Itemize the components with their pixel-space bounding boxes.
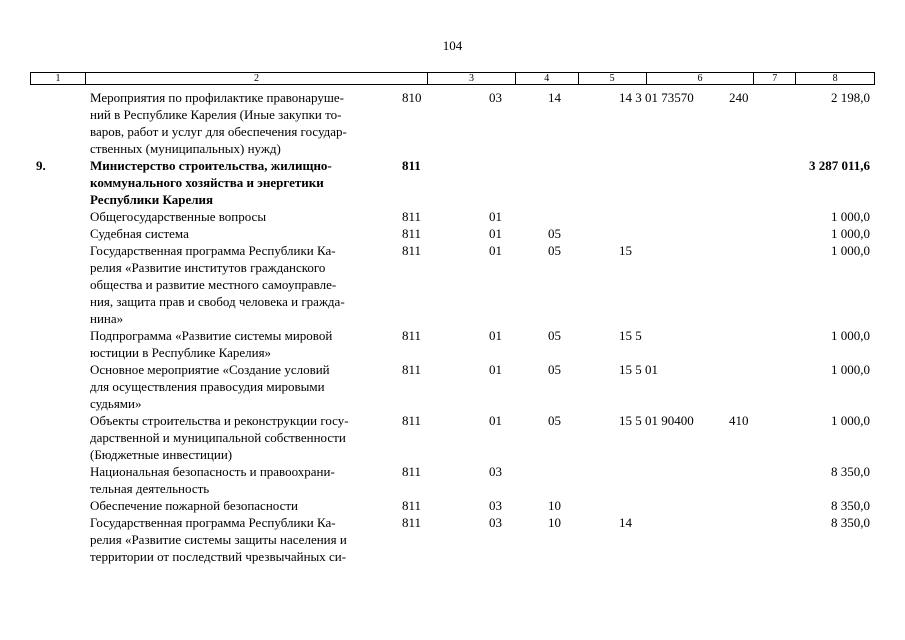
row-name-line: для осуществления правосудия мировыми <box>90 379 325 394</box>
cell-subsection: 05 <box>548 226 561 241</box>
table-row <box>0 225 905 242</box>
cell-section: 01 <box>489 209 502 224</box>
cell-section: 01 <box>489 362 502 377</box>
row-name-line: общества и развитие местного самоуправле- <box>90 277 337 292</box>
row-name <box>90 497 393 514</box>
cell-amount: 1 000,0 <box>831 243 870 258</box>
cell-grbs: 811 <box>402 158 421 173</box>
cell-expense-type: 240 <box>729 90 749 105</box>
table-row <box>0 208 905 225</box>
header-col-4: 4 <box>516 73 579 84</box>
row-name <box>90 208 393 225</box>
page-number: 104 <box>442 38 463 53</box>
cell-subsection: 10 <box>548 515 561 530</box>
cell-subsection: 05 <box>548 328 561 343</box>
row-name-line: Судебная система <box>90 226 189 241</box>
cell-grbs: 811 <box>402 328 422 343</box>
header-col-5: 5 <box>579 73 647 84</box>
row-name-line: релия «Развитие институтов гражданского <box>90 260 326 275</box>
row-name-line: коммунального хозяйства и энергетики <box>90 175 324 190</box>
row-name <box>90 327 393 361</box>
row-name-line: релия «Развитие системы защиты населения и <box>90 532 347 547</box>
cell-amount: 3 287 011,6 <box>808 158 870 173</box>
cell-section: 01 <box>489 226 502 241</box>
cell-grbs: 811 <box>402 209 422 224</box>
cell-amount: 1 000,0 <box>831 413 870 428</box>
row-name-line: Мероприятия по профилактике правонаруше- <box>90 90 344 105</box>
table-header-row <box>30 72 875 85</box>
cell-subsection: 14 <box>548 90 561 105</box>
cell-grbs: 811 <box>402 464 422 479</box>
row-name-line: Министерство строительства, жилищно- <box>90 158 332 173</box>
row-name-line: Государственная программа Республики Ка- <box>90 515 336 530</box>
table-row <box>0 89 905 157</box>
row-name <box>90 242 393 327</box>
cell-amount: 1 000,0 <box>831 226 870 241</box>
table-row <box>0 514 905 565</box>
row-name-line: Общегосударственные вопросы <box>90 209 267 224</box>
row-name-line: нина» <box>90 311 124 326</box>
table-row <box>0 463 905 497</box>
cell-grbs: 811 <box>402 226 422 241</box>
cell-section: 03 <box>489 464 502 479</box>
header-col-8: 8 <box>832 73 838 84</box>
cell-amount: 2 198,0 <box>831 90 870 105</box>
row-name-line: ний в Республике Карелия (Иные закупки то- <box>90 107 342 122</box>
row-name <box>90 157 393 208</box>
table-row <box>0 497 905 514</box>
table-row <box>0 242 905 327</box>
row-name-line: Обеспечение пожарной безопасности <box>90 498 299 513</box>
cell-grbs: 810 <box>402 90 422 105</box>
row-name-line: дарственной и муниципальной собственности <box>90 430 346 445</box>
row-name <box>90 463 393 497</box>
header-col-3: 3 <box>428 73 516 84</box>
cell-amount: 1 000,0 <box>831 209 870 224</box>
row-name-line: Объекты строительства и реконструкции госу- <box>90 413 349 428</box>
cell-section: 01 <box>489 413 502 428</box>
row-name-line: Национальная безопасность и правоохрани- <box>90 464 335 479</box>
row-name-line: Основное мероприятие «Создание условий <box>90 362 330 377</box>
cell-target-article: 14 3 01 73570 <box>619 90 694 105</box>
table-row <box>0 361 905 412</box>
budget-table-body <box>0 89 905 565</box>
row-name-line: тельная деятельность <box>90 481 210 496</box>
cell-target-article: 14 <box>619 515 632 530</box>
cell-target-article: 15 5 <box>619 328 642 343</box>
row-name-line: судьями» <box>90 396 142 411</box>
table-row <box>0 412 905 463</box>
cell-amount: 1 000,0 <box>831 328 870 343</box>
cell-section: 03 <box>489 515 502 530</box>
cell-amount: 1 000,0 <box>831 362 870 377</box>
cell-target-article: 15 <box>619 243 632 258</box>
cell-target-article: 15 5 01 90400 <box>619 413 694 428</box>
cell-section: 01 <box>489 243 502 258</box>
cell-subsection: 10 <box>548 498 561 513</box>
cell-subsection: 05 <box>548 413 561 428</box>
cell-grbs: 811 <box>402 243 422 258</box>
row-name-line: ственных (муниципальных) нужд) <box>90 141 281 156</box>
cell-grbs: 811 <box>402 413 422 428</box>
row-name-line: Государственная программа Республики Ка- <box>90 243 336 258</box>
header-col-1: 1 <box>31 73 86 84</box>
cell-subsection: 05 <box>548 362 561 377</box>
cell-amount: 8 350,0 <box>831 498 870 513</box>
row-name <box>90 89 393 157</box>
cell-grbs: 811 <box>402 498 422 513</box>
row-name-line: Подпрограмма «Развитие системы мировой <box>90 328 333 343</box>
cell-grbs: 811 <box>402 515 422 530</box>
cell-amount: 8 350,0 <box>831 464 870 479</box>
header-col-6: 6 <box>647 73 755 84</box>
row-name-line: (Бюджетные инвестиции) <box>90 447 233 462</box>
cell-target-article: 15 5 01 <box>619 362 658 377</box>
row-name-line: территории от последствий чрезвычайных си- <box>90 549 347 564</box>
cell-subsection: 05 <box>548 243 561 258</box>
row-name-line: варов, работ и услуг для обеспечения государ- <box>90 124 347 139</box>
row-name <box>90 361 393 412</box>
row-number: 9. <box>36 158 46 173</box>
table-row <box>0 157 905 208</box>
header-col-7: 7 <box>754 73 796 84</box>
header-col-2: 2 <box>86 73 428 84</box>
cell-expense-type: 410 <box>729 413 749 428</box>
row-name <box>90 225 393 242</box>
cell-section: 01 <box>489 328 502 343</box>
row-name <box>90 412 393 463</box>
row-name-line: юстиции в Республике Карелия» <box>90 345 272 360</box>
cell-amount: 8 350,0 <box>831 515 870 530</box>
row-name-line: Республики Карелия <box>90 192 214 207</box>
cell-grbs: 811 <box>402 362 422 377</box>
table-row <box>0 327 905 361</box>
row-name-line: ния, защита прав и свобод человека и гражда- <box>90 294 345 309</box>
cell-section: 03 <box>489 498 502 513</box>
row-name <box>90 514 393 565</box>
cell-section: 03 <box>489 90 502 105</box>
